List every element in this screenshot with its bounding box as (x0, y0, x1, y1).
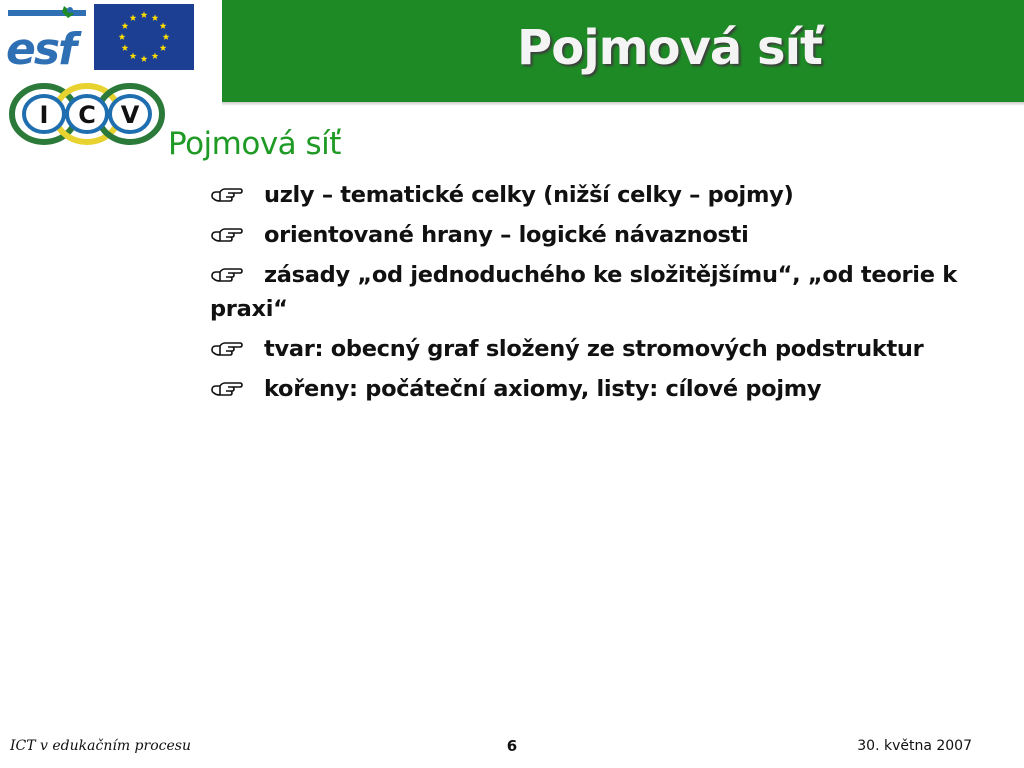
icv-letter-i: I (39, 101, 49, 129)
bullet-item (210, 332, 970, 366)
footer-date: 30. května 2007 (857, 738, 972, 754)
bullet-item (210, 258, 970, 326)
eu-flag-logo (94, 4, 194, 70)
bullet-text: tvar: obecný graf složený ze stromových podstruktur (264, 336, 924, 362)
pointing-hand-icon (210, 178, 264, 204)
bullet-text: uzly – tematické celky (nižší celky – pojmy) (264, 182, 794, 208)
pointing-hand-icon (210, 372, 264, 398)
title-band-shadow (222, 102, 1024, 106)
footer-page-number: 6 (506, 737, 518, 755)
esf-logo-text: esf (6, 24, 76, 70)
pointing-hand-icon (210, 258, 264, 284)
bullet-text: orientované hrany – logické návaznosti (264, 222, 749, 248)
icv-letter-c: C (78, 101, 96, 129)
bullet-text: kořeny: počáteční axiomy, listy: cílové pojmy (264, 376, 822, 402)
bullet-item (210, 372, 970, 406)
footer-presentation-name: ICT v edukačním procesu (10, 738, 191, 754)
esf-logo (4, 4, 90, 70)
pointing-hand-icon (210, 218, 264, 244)
bullet-item (210, 178, 970, 212)
pointing-hand-icon (210, 332, 264, 358)
icv-logo (8, 78, 166, 148)
subheading: Pojmová síť (168, 126, 341, 162)
bullet-text: zásady „od jednoduchého ke složitějšímu“, „od teorie k praxi“ (210, 262, 957, 322)
icv-letter-v: V (120, 101, 140, 129)
bullet-item (210, 218, 970, 252)
bullet-list (210, 178, 970, 412)
slide-title: Pojmová síť (517, 20, 822, 76)
